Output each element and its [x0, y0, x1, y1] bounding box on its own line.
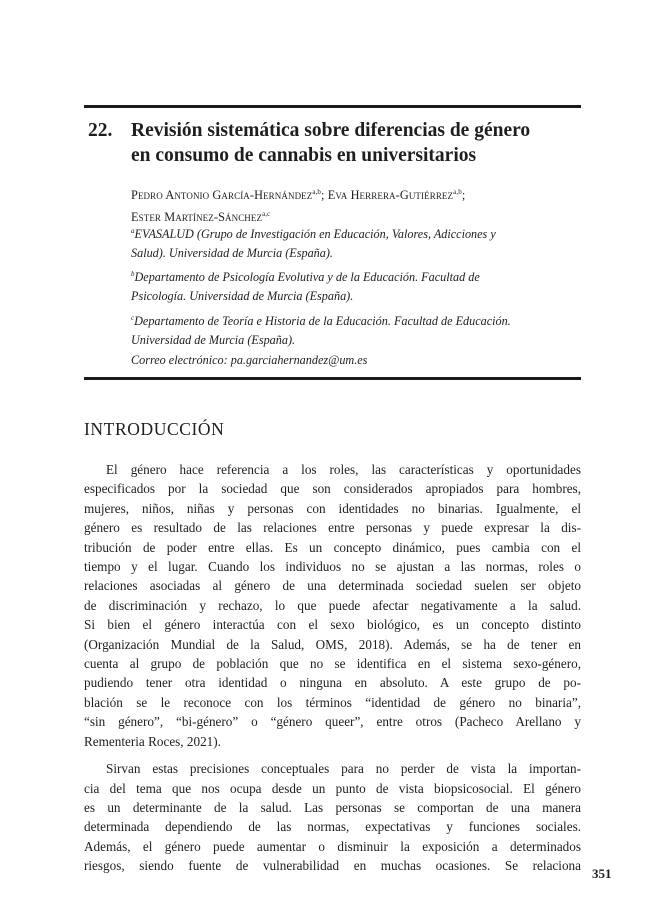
author-name: Pedro Antonio García-Hernández	[131, 188, 313, 203]
text-line: blación se le reconoce con los términos “identidad de género no binaria”,	[84, 694, 581, 710]
author-affiliation-mark: a,b	[312, 188, 322, 196]
affiliation-c	[131, 309, 581, 350]
author-affiliation-mark: a,b	[453, 188, 462, 196]
author-line	[131, 183, 581, 205]
author-affiliation-mark: a,c	[262, 210, 271, 219]
text-line: determinada dependiendo de las normas, expectativas y funciones sociales.	[84, 819, 581, 835]
bottom-rule	[84, 377, 581, 380]
text-line: El género hace referencia a los roles, las características y oportunidades	[106, 462, 581, 477]
affiliation-a	[131, 222, 581, 263]
text-line: relaciones asociadas al género de una determinada sociedad suelen ser objeto	[84, 578, 581, 594]
affiliation-text: Departamento de Teoría e Historia de la Educación. Facultad de Educación.	[134, 314, 511, 329]
text-line: Además, el género puede aumentar o disminuir la exposición a determinados	[84, 838, 581, 854]
text-line: es un determinante de la salud. Las personas se comportan de una manera	[84, 799, 581, 815]
text-line: tiempo y el lugar. Cuando los individuos no se ajustan a las normas, roles o	[84, 559, 581, 575]
text-line: especificados por la sociedad que son considerados apropiados para hombres,	[84, 481, 581, 497]
text-line: género es resultado de las relaciones entre personas y puede expresar la dis-	[84, 520, 581, 536]
author-name: Eva Herrera-Gutiérrez	[327, 188, 454, 203]
affiliation-text: Departamento de Psicología Evolutiva y de la Educación. Facultad de	[134, 270, 480, 285]
affiliation-mark: b	[131, 270, 135, 278]
text-line: cia del tema que nos ocupa desde un punto de vista biopsicosocial. El género	[84, 780, 581, 796]
affiliation-mark: c	[131, 314, 135, 322]
section-heading: INTRODUCCIÓN	[84, 419, 225, 439]
page-number: 351	[592, 866, 612, 881]
affiliation-line: Psicología. Universidad de Murcia (España).	[131, 289, 354, 304]
contact-email: Correo electrónico: pa.garciahernandez@um.es	[131, 353, 368, 367]
author-separator: ;	[321, 188, 328, 203]
text-line: de discriminación y rechazo, lo que puede afectar negativamente a la salud.	[84, 597, 581, 613]
text-line: cuenta al grupo de población que no se identifica en el sistema sexo-género,	[84, 656, 581, 672]
text-line: “sin género”, “bi-género” o “género queer”, entre otros (Pacheco Arellano y	[84, 714, 581, 730]
chapter-number: 22.	[88, 120, 113, 141]
chapter-title-line: Revisión sistemática sobre diferencias de género	[131, 120, 531, 141]
text-line: Si bien el género interactúa con el sexo biológico, es un concepto distinto	[84, 617, 581, 633]
author-name: Ester Martínez-Sánchez	[131, 210, 263, 225]
affiliation-b	[131, 265, 581, 306]
affiliation-line: Salud). Universidad de Murcia (España).	[131, 246, 333, 261]
affiliation-line	[131, 309, 581, 331]
text-line: Rementeria Roces, 2021).	[84, 733, 221, 749]
body-text	[84, 460, 581, 884]
text-line: tribución de poder entre ellas. Es un concepto dinámico, pues cambia con el	[84, 539, 581, 555]
affiliation-line: Universidad de Murcia (España).	[131, 333, 296, 348]
paragraph	[84, 759, 581, 875]
text-line: pudiendo tener otra identidad o ninguna en absoluto. A este grupo de po-	[84, 675, 581, 691]
affiliation-line	[131, 222, 581, 244]
text-line: Sirvan estas precisiones conceptuales para no perder de vista la importan-	[106, 761, 581, 777]
affiliation-mark: a	[131, 227, 135, 235]
author-separator: ;	[461, 188, 466, 203]
text-line: (Organización Mundial de la Salud, OMS, 2018). Además, se ha de tener en	[84, 636, 581, 652]
text-line: riesgos, siendo fuente de vulnerabilidad en muchas ocasiones. Se relaciona	[84, 858, 581, 874]
affiliation-text: EVASALUD (Grupo de Investigación en Educación, Valores, Adicciones y	[134, 227, 496, 242]
author-list	[131, 183, 581, 227]
affiliation-line	[131, 265, 581, 287]
paragraph	[84, 460, 581, 751]
text-line: mujeres, niños, niñas y personas con identidades no binarias. Igualmente, el	[84, 500, 581, 516]
top-rule	[84, 105, 581, 108]
chapter-title	[131, 118, 571, 168]
chapter-title-line: en consumo de cannabis en universitarios	[131, 145, 477, 166]
